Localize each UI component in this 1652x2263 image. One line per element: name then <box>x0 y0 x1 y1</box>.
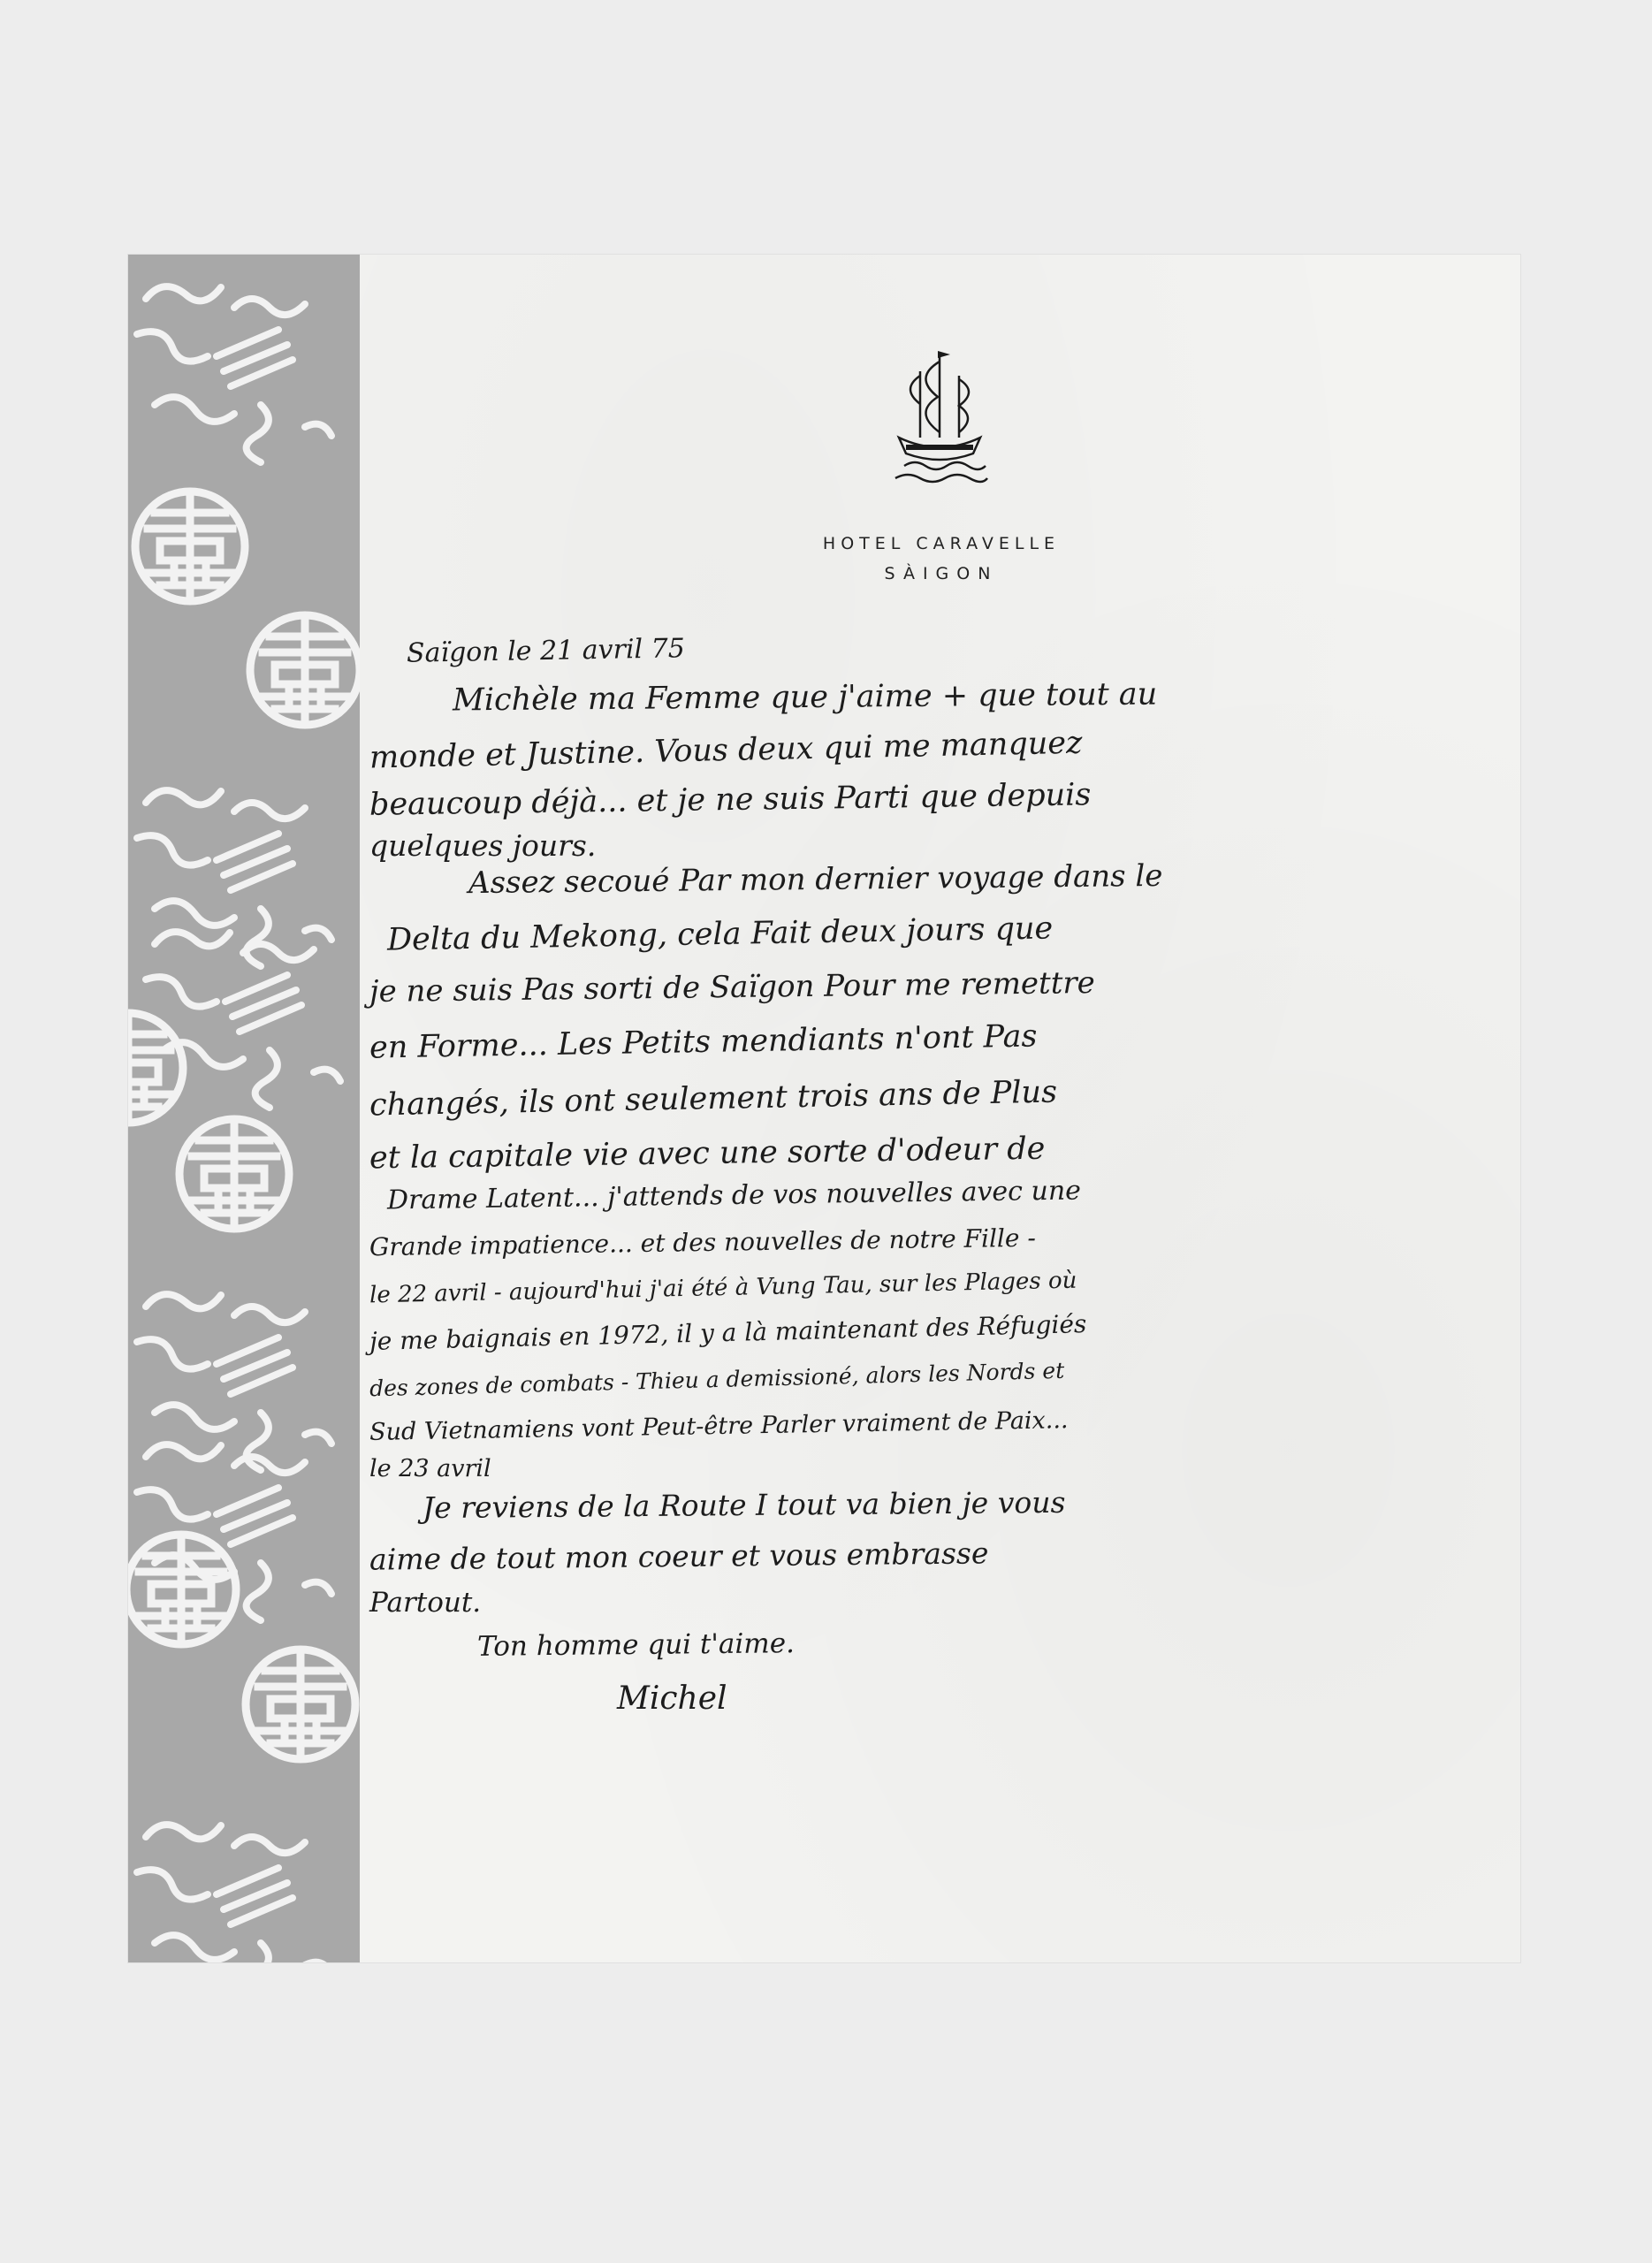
letter-line: Partout. <box>369 1587 482 1619</box>
letter-line: beaucoup déjà... et je ne suis Parti que depuis <box>369 777 1092 823</box>
letter-line: monde et Justine. Vous deux qui me manquez <box>369 725 1083 776</box>
letter-line: quelques jours. <box>369 828 597 863</box>
letter-line: je ne suis Pas sorti de Saïgon Pour me remettre <box>369 964 1095 1010</box>
decorative-border <box>128 255 360 1962</box>
hotel-name: HOTEL CARAVELLE <box>822 534 1061 553</box>
letter-date: Saïgon le 21 avril 75 <box>406 633 686 669</box>
letter-line: Drame Latent... j'attends de vos nouvelles avec une <box>386 1175 1082 1216</box>
letter-line: Grande impatience... et des nouvelles de notre Fille - <box>369 1223 1037 1262</box>
letter-line: et la capitale vie avec une sorte d'odeur de <box>369 1131 1046 1177</box>
letter-line: Michèle ma Femme que j'aime + que tout au <box>452 676 1158 719</box>
letter-line: Je reviens de la Route I tout va bien je vous <box>422 1484 1066 1526</box>
letter-line: je me baignais en 1972, il y a là maintenant des Réfugiés <box>369 1309 1087 1356</box>
letter-line: Delta du Mekong, cela Fait deux jours que <box>386 911 1054 958</box>
letter-line: des zones de combats - Thieu a demissioné, alors les Nords et <box>369 1357 1065 1402</box>
letter-line: Assez secoué Par mon dernier voyage dans le <box>468 857 1163 902</box>
letter-signature: Michel <box>617 1680 727 1717</box>
letter-line: changés, ils ont seulement trois ans de Plus <box>369 1074 1058 1124</box>
letter-line: le 23 avril <box>369 1455 491 1482</box>
letter-line: Sud Vietnamiens vont Peut-être Parler vraiment de Paix... <box>369 1406 1069 1446</box>
letter-closing: Ton homme qui t'aime. <box>476 1627 796 1663</box>
letter-line: aime de tout mon coeur et vous embrasse <box>369 1535 989 1577</box>
chinese-longevity-symbol-icon <box>128 255 360 1962</box>
caravel-ship-icon <box>887 349 993 491</box>
letter-line: en Forme... Les Petits mendiants n'ont Pas <box>369 1018 1038 1066</box>
hotel-city: SÀIGON <box>884 564 999 583</box>
letter-line: le 22 avril - aujourd'hui j'ai été à Vung Tau, sur les Plages où <box>369 1267 1077 1309</box>
